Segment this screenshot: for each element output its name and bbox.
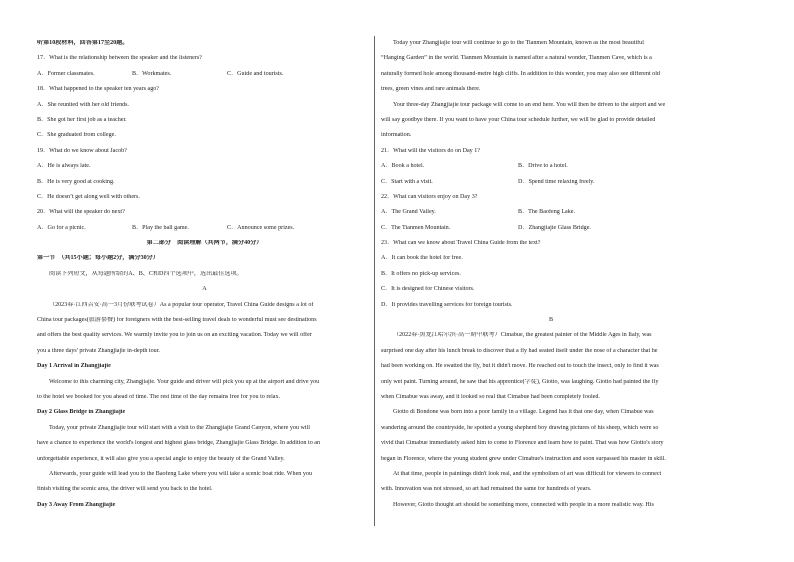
text-line: will say goodbye there. If you want to have your China tour schedule further, we will be glad to provide detailed <box>381 116 656 123</box>
text-line: （2023春·江西吉安·高一3月份联考试卷）As a popular tour operator, Travel China Guide designs a lot of <box>49 301 314 308</box>
text-line: However, Giotto thought art should be something more, connected with people in a more realistic way. His <box>393 501 654 508</box>
text-line: A．He is always late. <box>37 163 91 170</box>
text-line: Giotto di Bondone was born into a poor family in a village. Legend has it that one day, when Cimabue was <box>393 409 654 416</box>
option-row <box>381 179 721 186</box>
option: C．The Tianmen Mountain. <box>381 224 451 231</box>
text-line: C．She graduated from college. <box>37 132 116 139</box>
text-line: had been working on. He swatted the fly, but it didn't move. He reached out to touch the insect, only to find it was <box>381 363 659 370</box>
text-line: information. <box>381 132 412 139</box>
heading: 听第10段材料，回答第17至20题。 <box>37 40 129 46</box>
option-row <box>381 209 721 216</box>
text-line: 20．What will the speaker do next? <box>37 209 125 216</box>
text-line: to the hotel we booked for you ahead of time. The rest time of the day remains free for you to relax. <box>37 393 281 400</box>
text-line: 21．What will the visitors do on Day 1? <box>381 147 481 154</box>
option: B．The Baofeng Lake. <box>518 209 576 216</box>
heading: Day 2 Glass Bridge in Zhangjiajie <box>37 409 126 416</box>
text-line: D．It provides travelling services for foreign tourists. <box>381 301 513 308</box>
option: B．Drive to a hotel. <box>518 163 568 170</box>
text-line: A <box>202 286 207 293</box>
text-line: finish visiting the scenic area, the driver will send you back to the hotel. <box>37 486 213 493</box>
text-line: B．She got her first job as a teacher. <box>37 116 127 123</box>
option-row <box>381 163 721 170</box>
option-row <box>381 225 721 232</box>
text-line: 阅读下列短文，从每题所给的A、B、C和D四个选项中，选出最佳选项。 <box>49 270 243 277</box>
text-line: At that time, people in paintings didn't look real, and the symbolism of art was difficult for viewers to connect <box>393 470 662 477</box>
option: C．Start with a visit. <box>381 178 433 185</box>
text-line: only wet paint. Turning around, he saw that his apprentice(学徒), Giotto, was laughing. Giotto had painted the fly <box>381 378 659 385</box>
text-line: Welcome to this charming city, Zhangjiajie. Your guide and driver will pick you up at the airport and drive you <box>49 378 320 385</box>
text-line: naturally formed hole among thousand-metre high cliffs. In addition to this wonder, you may also see different old <box>381 70 660 77</box>
option: D．Zhangjiajie Glass Bridge. <box>518 224 591 231</box>
text-line: when Cimabue was away, and it looked so real that Cimabue had been completely fooled. <box>381 393 600 400</box>
text-line: vivid that Cimabue immediately asked him to come to Florence and learn how to paint. That was how Giotto's story <box>381 440 664 447</box>
option: C．Guide and tourists. <box>227 70 284 77</box>
option: A．The Grand Valley. <box>381 209 436 216</box>
option: B．Play the ball game. <box>132 224 189 231</box>
text-line: 22．What can visitors enjoy on Day 3? <box>381 193 478 200</box>
column-divider <box>374 36 375 526</box>
text-line: Today, your private Zhangjiajie tour will start with a visit to the Zhangjiajie Grand Canyon, where you will <box>49 424 310 431</box>
heading: Day 1 Arrival in Zhangjiajie <box>37 363 111 370</box>
text-line: China tour packages(旅游套餐) for foreigners with the best-selling travel deals to wonderful must see destinations <box>37 317 317 324</box>
option: A．Former classmates. <box>37 70 95 77</box>
text-line: you a three days' private Zhangjiajie in-depth tour. <box>37 347 160 354</box>
text-line: B <box>548 317 554 324</box>
option-row <box>37 71 372 78</box>
option: C．Announce some prizes. <box>227 224 295 231</box>
text-line: have a chance to experience the world's longest and highest glass bridge, Zhangjiajie Glass Bridge. In addition to an <box>37 440 321 447</box>
text-line: 18．What happened to the speaker ten years ago? <box>37 86 159 93</box>
text-line: （2022春·黑龙江哈尔滨·高一期中联考）Cimabue, the greatest painter of the Middle Ages in Italy, was <box>393 332 652 339</box>
left-column <box>37 40 372 517</box>
text-line: began in Florence, where the young student grew under Cimabue's instruction and soon surpassed his master in skill. <box>381 455 666 462</box>
option: A．Book a hotel. <box>381 163 425 170</box>
option: B．Workmates. <box>132 70 172 77</box>
heading: 第二部分 阅读理解（共两节，满分40分） <box>146 240 263 247</box>
text-line: 17．What is the relationship between the speaker and the listeners? <box>37 55 202 62</box>
text-line: wandering around the countryside, he spotted a young shepherd boy drawing pictures of his sheep, which were so <box>381 424 659 431</box>
text-line: Today your Zhangjiajie tour will continue to go to the Tianmen Mountain, known as the most beautiful <box>393 40 644 46</box>
text-line: Your three-day Zhangjiajie tour package will come to an end here. You will then be driven to the airport and we <box>393 101 666 108</box>
text-line: surprised one day after his lunch break to discover that a fly had seated itself under the nose of a character that he <box>381 347 658 354</box>
right-column <box>381 40 721 517</box>
text-line: Afterwards, your guide will lead you to the Baofeng Lake where you will take a scenic boat ride. When you <box>49 470 313 477</box>
text-line: and offers the best quality services. We warmly invite you to join us on an exciting vacation. Today we will offer <box>37 332 312 339</box>
text-line: with. Innovation was not stressed, so art had remained the same for hundreds of years. <box>381 486 592 493</box>
text-line: C．He doesn’t get along well with others. <box>37 193 140 200</box>
text-line: A．She reunited with her old friends. <box>37 101 130 108</box>
text-line: unforgettable experience, it will also give you a special angle to enjoy the beauty of the Grand Valley. <box>37 455 285 462</box>
text-line: A．It can book the hotel for free. <box>381 255 463 262</box>
text-line: 23．What can we know about Travel China Guide from the text? <box>381 240 541 247</box>
heading: Day 3 Away From Zhangjiajie <box>37 501 116 508</box>
text-line: trees, green vines and rare animals there. <box>381 86 481 93</box>
option: D．Spend time relaxing freely. <box>518 178 595 185</box>
option: A．Go for a picnic. <box>37 224 86 231</box>
heading: 第一节 （共15小题；每小题2分，满分30分） <box>37 255 159 262</box>
text-line: 19．What do we know about Jacob? <box>37 147 127 154</box>
text-line: “Hanging Garden” in the world. Tianmen Mountain is named after a natural wonder, Tianmen Cave, which is a <box>381 55 652 62</box>
option-row <box>37 225 372 232</box>
text-line: B．It offers no pick-up services. <box>381 270 461 277</box>
text-line: B．He is very good at cooking. <box>37 178 115 185</box>
text-line: C．It is designed for Chinese visitors. <box>381 286 475 293</box>
